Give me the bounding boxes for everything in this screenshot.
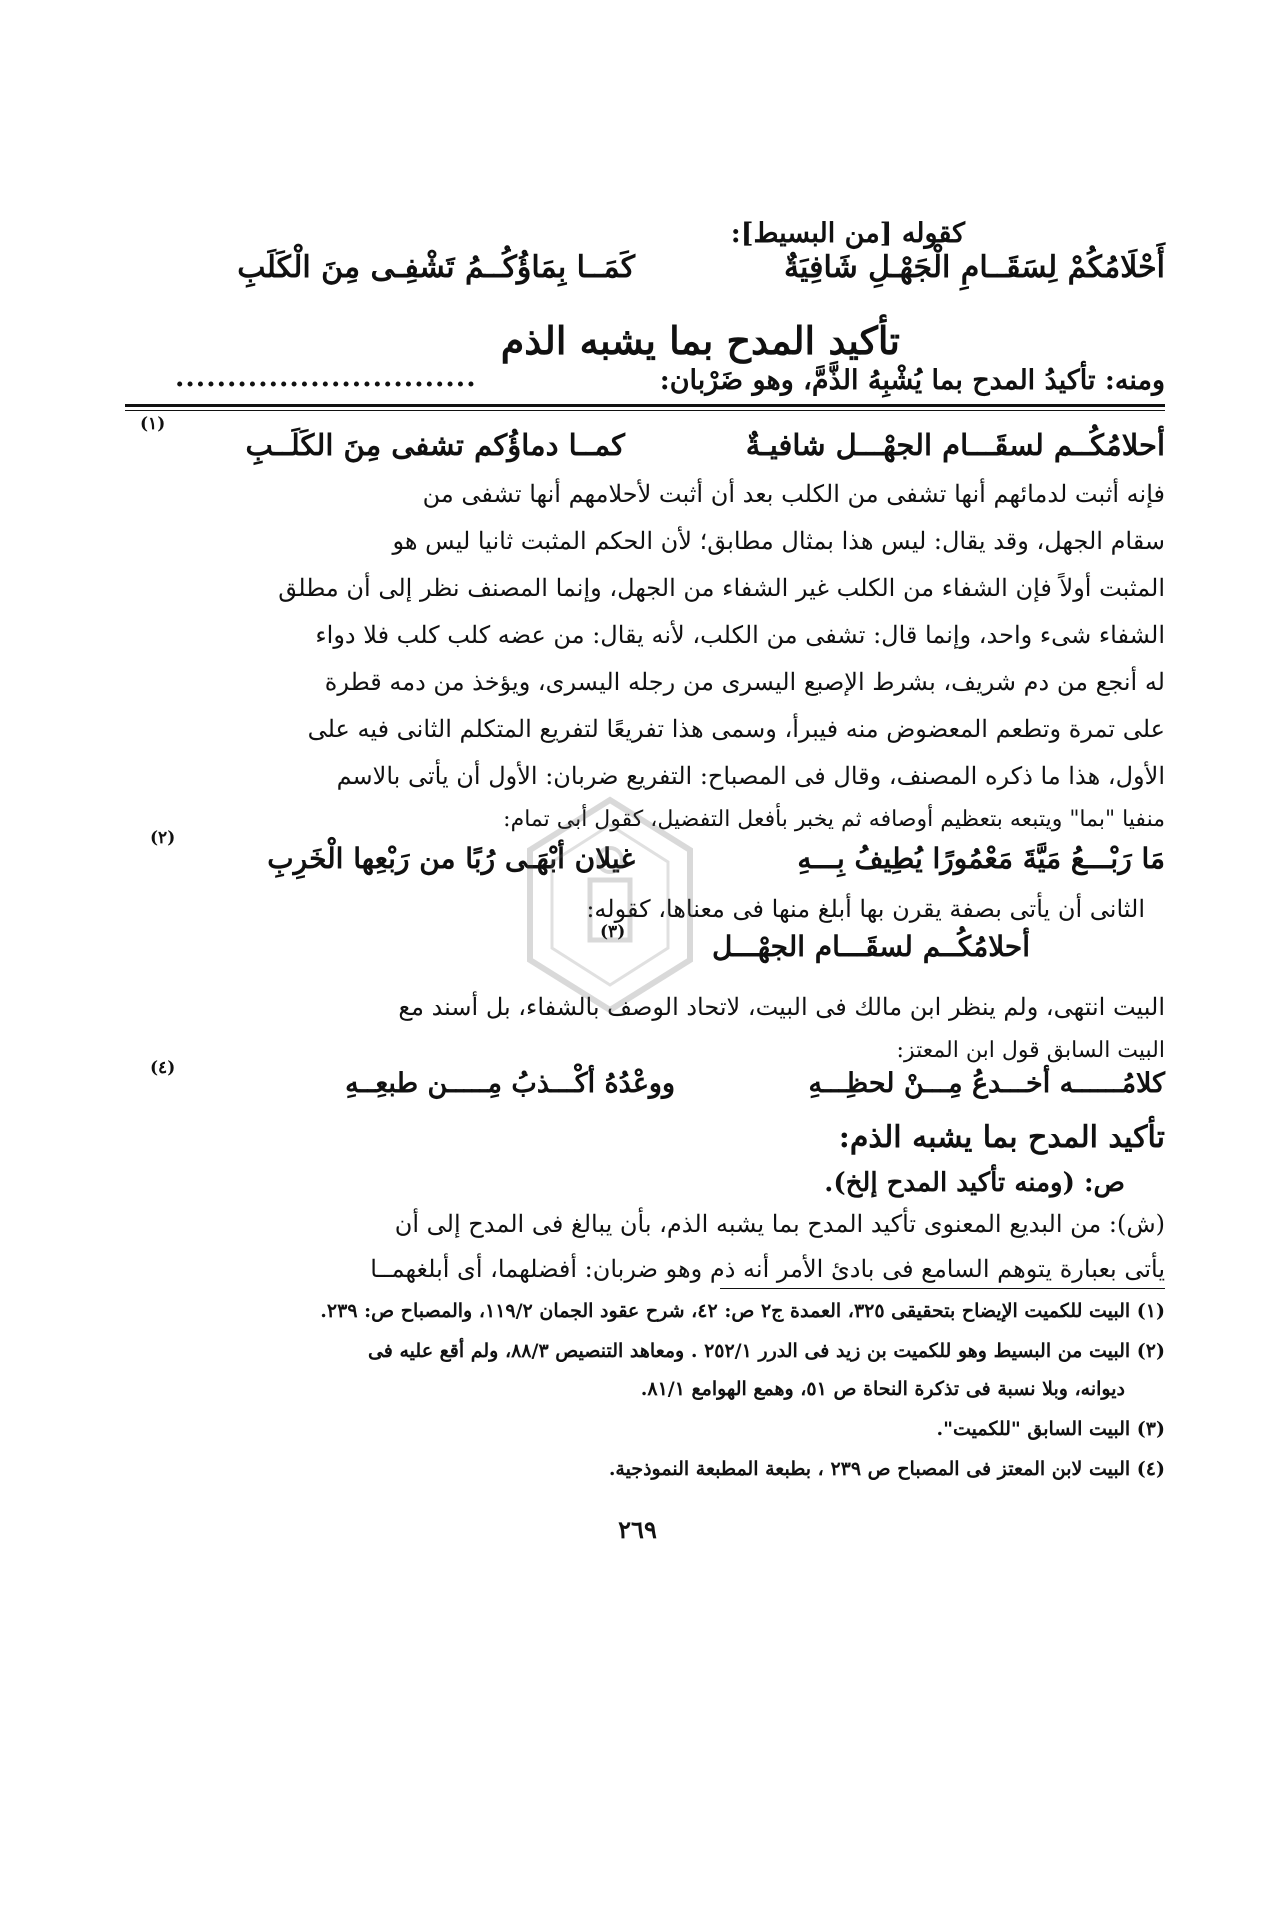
footnote-1: (١) البيت للكميت الإيضاح بتحقيقى ٣٢٥، العمدة ج٢ ص: ٤٢، شرح عقود الجمان ١١٩/٢، والمصباح ص: ٢٣٩. bbox=[320, 1300, 1165, 1322]
verse-2-right: مَا رَبْـــعُ مَيَّةَ مَعْمُورًا يُطِيفُ بِـــهِ bbox=[797, 842, 1165, 875]
matn-verse-right: أَحْلَامُكُمْ لِسَقَــامِ الْجَهْـلِ شَافِيَةٌ bbox=[783, 250, 1165, 285]
verse-1-right: أحلامُكُــم لسقَـــام الجهْـــل شافيـةٌ bbox=[745, 428, 1165, 462]
matn-verse-left: كَمَــا بِمَاؤُكُــمُ تَشْفِـى مِنَ الْكَلَبِ bbox=[237, 250, 635, 285]
para-3-line-2: البيت السابق قول ابن المعتز: bbox=[896, 1038, 1165, 1063]
verse-2-footnote-ref: (٢) bbox=[150, 828, 176, 848]
para-1-line-2: سقام الجهل، وقد يقال: ليس هذا بمثال مطابق؛ لأن الحكم المثبت ثانيا ليس هو bbox=[392, 527, 1165, 555]
footnote-3: (٣) البيت السابق "للكميت". bbox=[936, 1418, 1165, 1440]
subheading: تأكيد المدح بما يشبه الذم: bbox=[838, 1120, 1165, 1155]
sad-line: ص: (ومنه تأكيد المدح إلخ). bbox=[824, 1168, 1125, 1198]
verse-1-footnote-ref: (١) bbox=[140, 414, 166, 434]
verse-4-footnote-ref: (٤) bbox=[150, 1058, 176, 1078]
watermark-seal bbox=[510, 790, 710, 1020]
verse-4-left: ووعْدُهُ أكْـــذبُ مِـــــن طبعِــهِ bbox=[345, 1068, 675, 1099]
matn-dots: ............................. bbox=[175, 362, 477, 393]
verse-1-left: كمــا دماؤُكم تشفى مِنَ الكَلَــبِ bbox=[245, 428, 625, 462]
para-2: الثانى أن يأتى بصفة يقرن بها أبلغ منها فى معناها، كقوله: bbox=[586, 895, 1145, 923]
para-1-line-1: فإنه أثبت لدمائهم أنها تشفى من الكلب بعد أن أثبت لأحلامهم أنها تشفى من bbox=[422, 480, 1165, 508]
para-4-line-2: يأتى بعبارة يتوهم السامع فى بادئ الأمر أنه ذم وهو ضربان: أفضلهما، أى أبلغهمــا bbox=[370, 1255, 1165, 1283]
footnote-divider bbox=[720, 1288, 1165, 1289]
para-4-line-1: (ش): من البديع المعنوى تأكيد المدح بما يشبه الذم، بأن يبالغ فى المدح إلى أن bbox=[394, 1210, 1165, 1238]
footnote-4: (٤) البيت لابن المعتز فى المصباح ص ٢٣٩ ، بطبعة المطبعة النموذجية. bbox=[608, 1458, 1165, 1480]
verse-3-footnote-ref: (٣) bbox=[600, 922, 626, 942]
section-divider bbox=[125, 404, 1165, 407]
para-1-line-4: الشفاء شىء واحد، وإنما قال: تشفى من الكلب، لأنه يقال: من عضه كلب كلب فلا دواء bbox=[315, 621, 1165, 649]
section-divider-thin bbox=[125, 410, 1165, 411]
verse-2-left: غيلان أبْهَـى رُبًا من رَبْعِها الْخَرِبِ bbox=[267, 842, 635, 875]
footnote-2-cont: ديوانه، وبلا نسبة فى تذكرة النحاة ص ٥١، وهمع الهوامع ٨١/١. bbox=[640, 1378, 1125, 1400]
para-1-line-3: المثبت أولاً فإن الشفاء من الكلب غير الشفاء من الجهل، وإنما المصنف نظر إلى أن مطلق bbox=[278, 574, 1165, 602]
page-number: ٢٦٩ bbox=[618, 1515, 657, 1544]
para-1-line-5: له أنجع من دم شريف، بشرط الإصبع اليسرى من رجله اليسرى، ويؤخذ من دمه قطرة bbox=[324, 668, 1165, 696]
para-1-line-7: الأول، هذا ما ذكره المصنف، وقال فى المصباح: التفريع ضربان: الأول أن يأتى بالاسم bbox=[336, 762, 1165, 790]
footnote-2: (٢) البيت من البسيط وهو للكميت بن زيد فى الدرر ٢٥٢/١ . ومعاهد التنصيص ٨٨/٣، ولم أقع عليه فى bbox=[367, 1340, 1165, 1362]
verse-4-right: كلامُــــــه أخـــدعُ مِـــنْ لحظِـــهِ bbox=[808, 1068, 1165, 1099]
para-1-line-8: منفيا "بما" ويتبعه بتعظيم أوصافه ثم يخبر بأفعل التفضيل، كقول أبى تمام: bbox=[503, 807, 1165, 832]
matn-line: ومنه: تأكيدُ المدح بما يُشْبِهُ الذَّمَّ، وهو ضَرْبان: bbox=[659, 365, 1165, 396]
para-1-line-6: على تمرة وتطعم المعضوض منه فيبرأ، وسمى هذا تفريعًا لتفريع المتكلم الثانى فيه على bbox=[307, 715, 1165, 743]
intro-line: كقوله [من البسيط]: bbox=[730, 218, 965, 249]
section-heading: تأكيد المدح بما يشبه الذم bbox=[500, 318, 900, 363]
verse-3: أحلامُكُــم لسقَـــام الجهْـــل bbox=[711, 930, 1030, 963]
para-3-line-1: البيت انتهى، ولم ينظر ابن مالك فى البيت، لاتحاد الوصف بالشفاء، بل أسند مع bbox=[398, 993, 1165, 1021]
